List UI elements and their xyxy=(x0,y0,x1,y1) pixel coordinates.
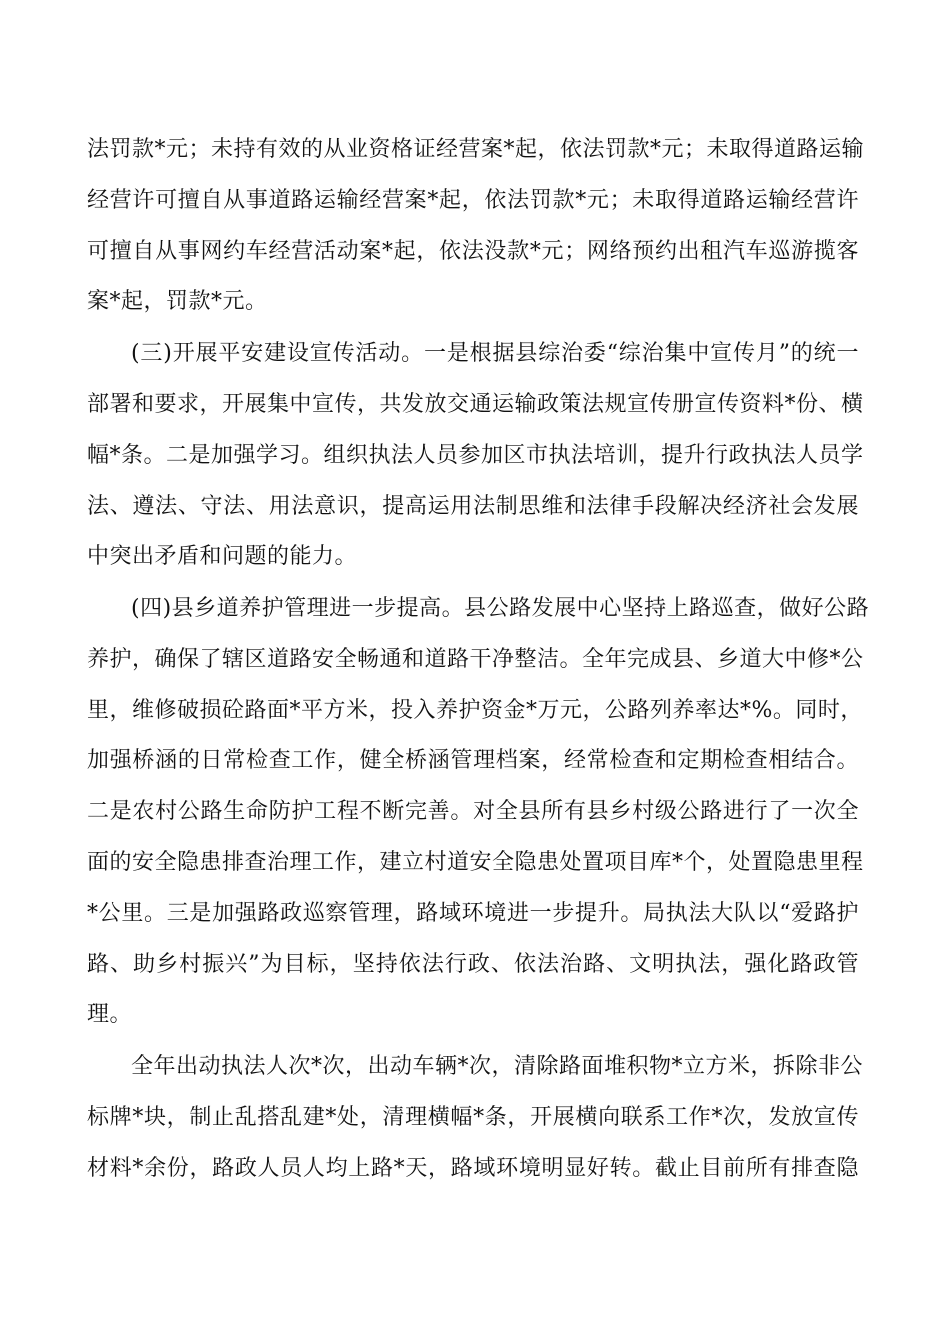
paragraph-first-line: 全年出动执法人次*次，出动车辆*次，清除路面堆积物*立方米，拆除非公 xyxy=(131,1054,864,1079)
text-line: 案*起，罚款*元。 xyxy=(87,289,268,314)
text-line: 部署和要求，开展集中宣传，共发放交通运输政策法规宣传册宣传资料*份、横 xyxy=(87,392,864,417)
text-line: 法、遵法、守法、用法意识，提高运用法制思维和法律手段解决经济社会发展 xyxy=(87,494,859,519)
text-line: 二是农村公路生命防护工程不断完善。对全县所有县乡村级公路进行了一次全 xyxy=(87,799,859,824)
text-line: 材料*余份，路政人员人均上路*天，路域环境明显好转。截止目前所有排查隐 xyxy=(87,1156,859,1181)
text-line: 中突出矛盾和问题的能力。 xyxy=(87,544,358,569)
text-line: 面的安全隐患排查治理工作，建立村道安全隐患处置项目库*个，处置隐患里程 xyxy=(87,850,864,875)
text-line: 加强桥涵的日常检查工作，健全桥涵管理档案，经常检查和定期检查相结合。 xyxy=(87,748,859,773)
text-line: *公里。三是加强路政巡察管理，路域环境进一步提升。局执法大队以“爱路护 xyxy=(87,901,859,926)
text-line: 理。 xyxy=(87,1002,133,1027)
text-line: 幅*条。二是加强学习。组织执法人员参加区市执法培训，提升行政执法人员学 xyxy=(87,443,864,468)
text-line: 法罚款*元；未持有效的从业资格证经营案*起，依法罚款*元；未取得道路运输 xyxy=(87,137,865,162)
text-line: 经营许可擅自从事道路运输经营案*起，依法罚款*元；未取得道路运输经营许 xyxy=(87,188,859,213)
text-line: 路、助乡村振兴”为目标，坚持依法行政、依法治路、文明执法，强化路政管 xyxy=(87,952,859,977)
paragraph-heading-line: (四)县乡道养护管理进一步提高。县公路发展中心坚持上路巡查，做好公路 xyxy=(131,596,870,621)
text-line: 标牌*块，制止乱搭乱建*处，清理横幅*条，开展横向联系工作*次，发放宣传 xyxy=(87,1105,859,1130)
text-line: 养护，确保了辖区道路安全畅通和道路干净整洁。全年完成县、乡道大中修*公 xyxy=(87,647,864,672)
text-line: 里，维修破损砼路面*平方米，投入养护资金*万元，公路列养率达*%。同时， xyxy=(87,698,863,723)
paragraph-heading-line: (三)开展平安建设宣传活动。一是根据县综治委“综治集中宣传月”的统一 xyxy=(131,341,859,366)
text-line: 可擅自从事网约车经营活动案*起，依法没款*元；网络预约出租汽车巡游揽客 xyxy=(87,239,859,264)
